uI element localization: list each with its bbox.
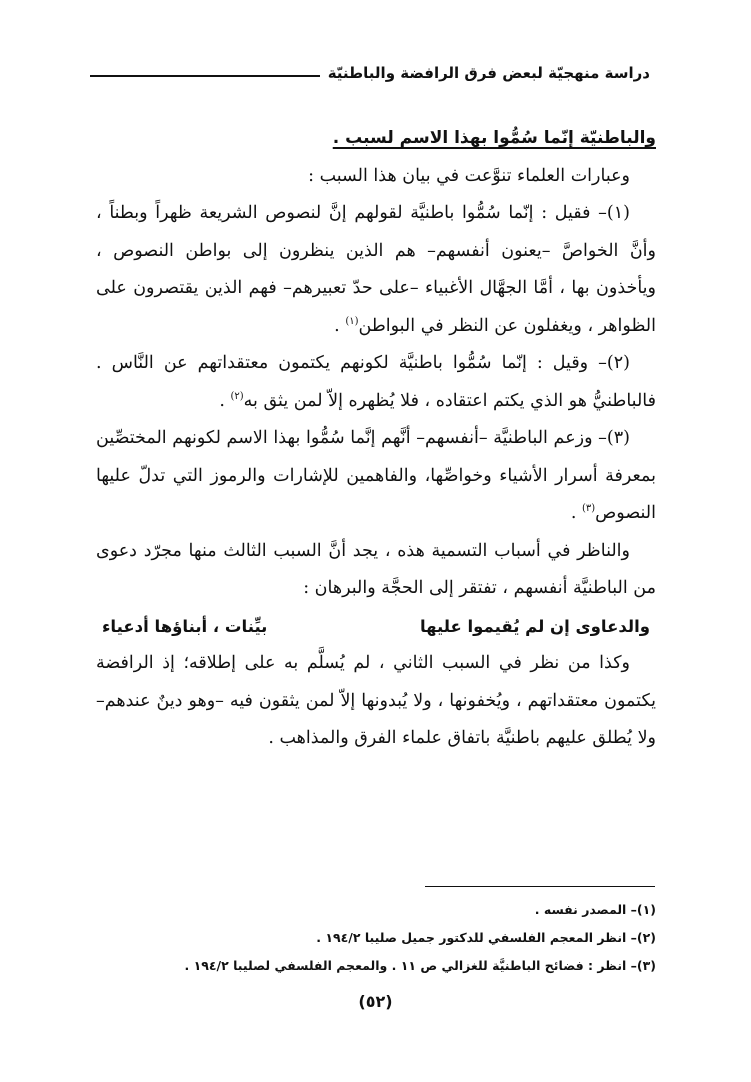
poetry-verse xyxy=(96,608,656,646)
paragraph: والناظر في أسباب التسمية هذه ، يجد أنَّ السبب الثالث منها مجرّد دعوى من الباطنيَّة أنفسهم ، تفتقر إلى الحجَّة والبرهان : xyxy=(96,540,656,598)
verse-second-hemistich: بيِّنات ، أبناؤها أدعياء xyxy=(102,616,268,636)
paragraph: وكذا من نظر في السبب الثاني ، لم يُسلَّم به على إطلاقه؛ إذ الرافضة يكتمون معتقداتهم ، ويُخفونها ، ولا يُبدونها إلاّ لمن يثقون فيه –وهو دينٌ عندهم– ولا يُطلق عليهم باطنيَّة باتفاق علماء الفرق والمذاهب . xyxy=(96,653,656,748)
paragraph: وعبارات العلماء تنوَّعت في بيان هذا السبب : xyxy=(308,165,630,186)
paragraph-end: . xyxy=(334,315,346,336)
footnotes xyxy=(96,896,656,980)
paragraph-end: . xyxy=(570,503,582,523)
paragraph-text: (٢)– وقيل : إنّما سُمُّوا باطنيَّة لكونهم يكتمون معتقداتهم عن النَّاس . فالباطنيُّ هو الذي يكتم اعتقاده ، فلا يُظهره إلاّ لمن يثق به xyxy=(96,353,656,411)
paragraph-text: (١)– فقيل : إنّما سُمُّوا باطنيَّة لقولهم إنَّ لنصوص الشريعة ظهراً وبطناً ، وأنَّ الخواصَّ –يعنون أنفسهم– هم الذين ينظرون إلى بواطن النصوص ، ويأخذون بها ، أمَّا الجهَّال الأغبياء –على حدّ تعبيرهم– فهم الذين يقتصرون على الظواهر ، ويغفلون عن النظر في البواطن xyxy=(96,203,656,336)
paragraph xyxy=(96,345,656,420)
paragraph-text: (٣)– وزعم الباطنيَّة –أنفسهم– أنَّهم إنَّما سُمُّوا بهذا الاسم لكونهم المختصِّين بمعرفة أسرار الأشياء وخواصِّها، والفاهمين للإشارات والرموز التي تدلّ عليها النصوص xyxy=(96,428,656,523)
running-header-title: دراسة منهجيّة لبعض فرق الرافضة والباطنيّة xyxy=(327,64,650,82)
paragraph-end: . xyxy=(219,390,231,411)
footnote: (٢)– انظر المعجم الفلسفي للدكتور جميل صليبا ١٩٤/٢ . xyxy=(316,930,656,945)
header-rule xyxy=(90,75,320,77)
footnote-separator xyxy=(425,886,655,887)
paragraph xyxy=(96,420,656,533)
verse-first-hemistich: والدعاوى إن لم يُقيموا عليها xyxy=(419,616,650,636)
running-header xyxy=(90,60,650,86)
footnote: (١)– المصدر نفسه . xyxy=(534,902,656,917)
footnote-reference[interactable]: (٢) xyxy=(230,390,244,402)
paragraph xyxy=(96,195,656,345)
footnote-reference[interactable]: (١) xyxy=(345,315,359,327)
footnote-reference[interactable]: (٣) xyxy=(581,503,596,515)
footnote: (٣)– انظر : فضائح الباطنيَّة للغزالي ص ١١ . والمعجم الفلسفي لصليبا ١٩٤/٢ . xyxy=(184,958,656,973)
section-heading: والباطنيّة إنّما سُمُّوا بهذا الاسم لسبب . xyxy=(332,128,656,148)
page-number: (٥٢) xyxy=(358,992,393,1011)
main-text xyxy=(96,120,656,758)
